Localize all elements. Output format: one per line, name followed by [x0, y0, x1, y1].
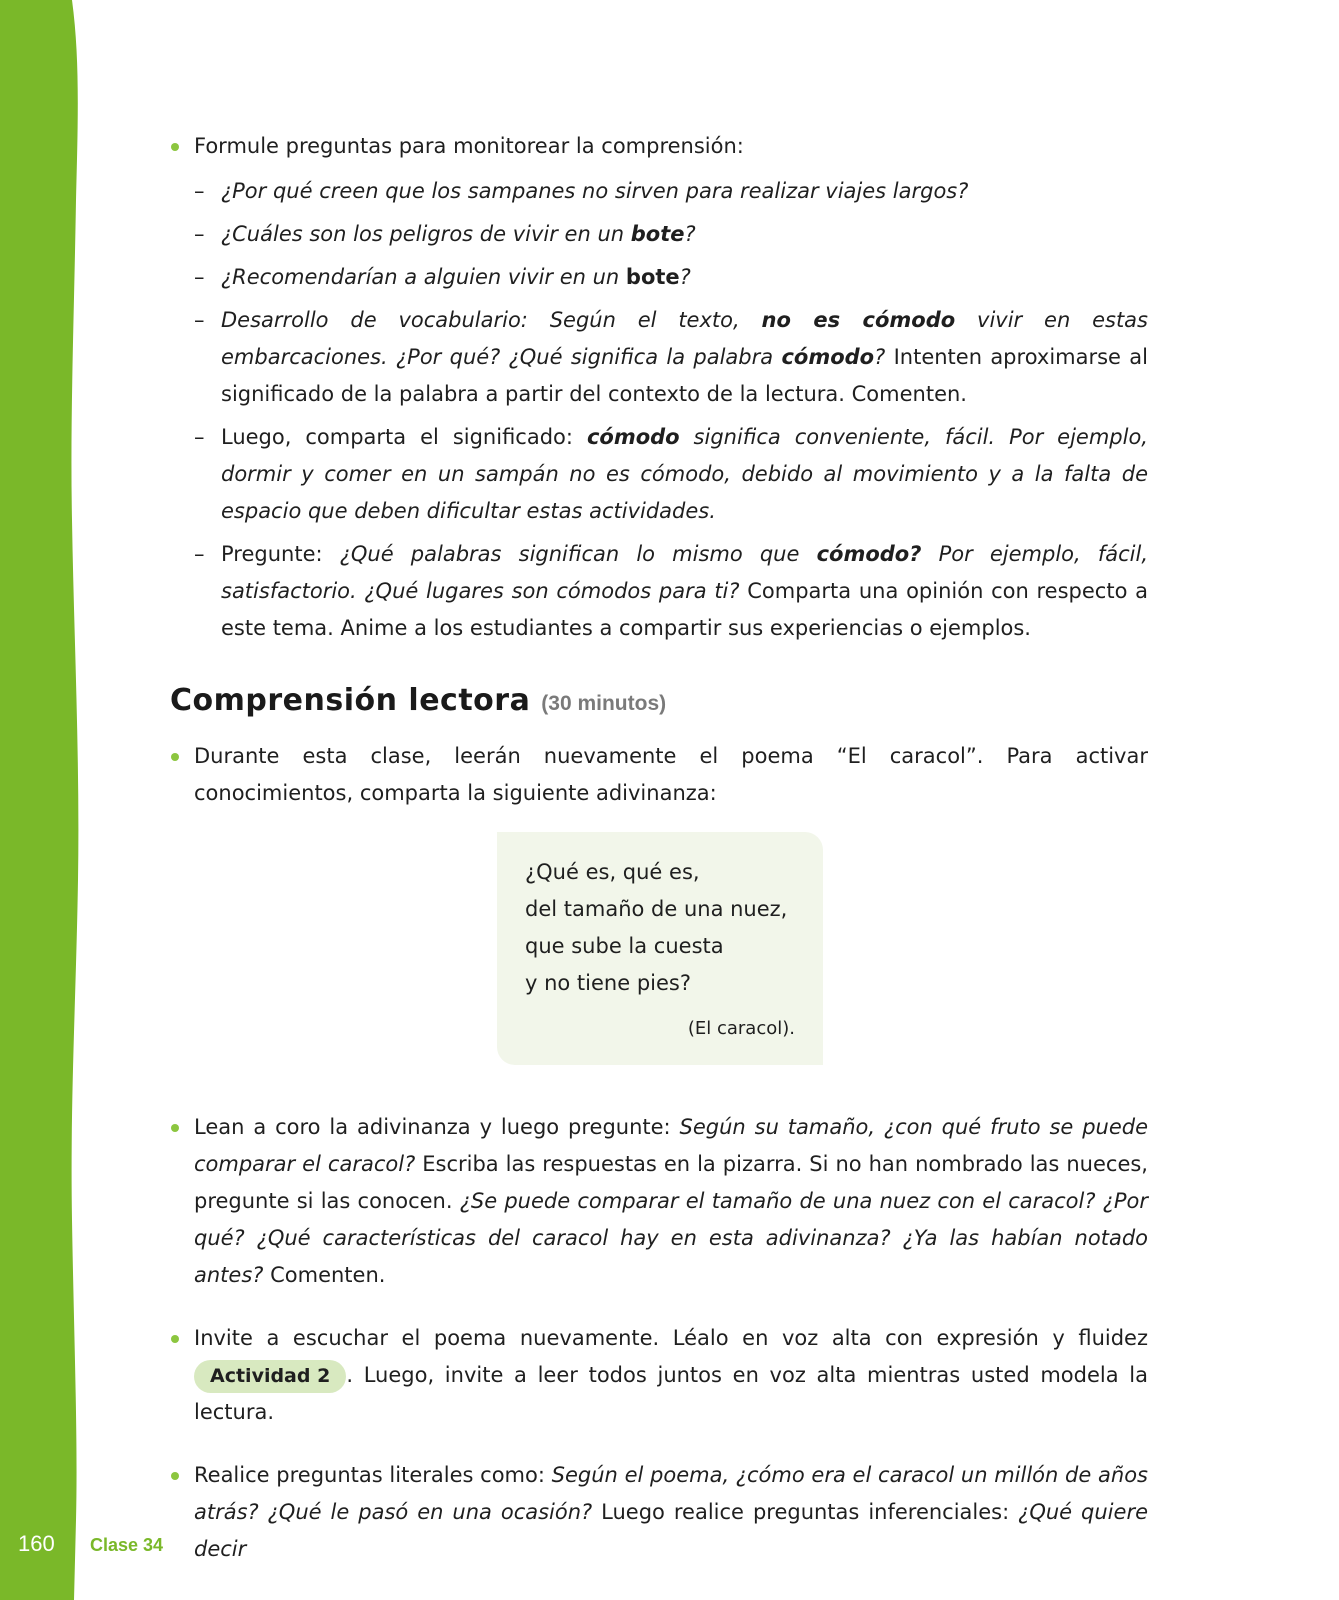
period: . [346, 1363, 354, 1387]
question-text: Según el poema, ¿cómo era el caracol un millón de años atrás? ¿Qué le pasó en una ocasión? [194, 1463, 1148, 1524]
bullet-text: Escriba las respuestas en la pizarra. Si no han nombrado las nueces, pregunte si las conocen. [194, 1152, 1148, 1213]
riddle-line: del tamaño de una nuez, [525, 897, 788, 921]
riddle-line: ¿Qué es, qué es, [525, 860, 700, 884]
question-text: ¿Qué palabras significan lo mismo que [339, 542, 817, 566]
bullet-text: Realice preguntas literales como: [194, 1463, 552, 1487]
riddle-line: que sube la cuesta [525, 934, 724, 958]
main-content [170, 128, 1148, 1568]
bullet-activate-knowledge [170, 738, 1148, 812]
bullet-text: Luego, invite a leer todos juntos en voz alta mientras usted modela la lectura. [194, 1363, 1148, 1424]
instruction-text: Comparta una opinión con respecto a este tema. Anime a los estudiantes a compartir sus experiencias o ejemplos. [221, 579, 1148, 640]
list-item [194, 536, 1148, 647]
section-heading [170, 681, 1148, 724]
instruction-text: Pregunte: [221, 542, 340, 566]
riddle-box [497, 832, 823, 1065]
bullet-text: Formule preguntas para monitorear la comprensión: [194, 134, 744, 158]
question-text: ¿Se puede comparar el tamaño de una nuez con el caracol? ¿Por qué? ¿Qué características del caracol hay en esta adivinanza? ¿Ya las habían notado antes? [194, 1189, 1149, 1287]
bold-word: bote [630, 222, 685, 246]
class-label: Clase 34 [90, 1535, 164, 1555]
section-title: Comprensión lectora [170, 683, 531, 718]
instruction-text: Intenten aproximarse al significado de la palabra a partir del contexto de la lectura. Comenten. [221, 345, 1148, 406]
list-item [194, 216, 1148, 253]
bold-word: cómodo? [816, 542, 922, 566]
question-text: ¿Cuáles son los peligros de vivir en un [221, 222, 631, 246]
question-text: ¿Por qué creen que los sampanes no sirven para realizar viajes largos? [221, 179, 969, 203]
list-item [194, 419, 1148, 530]
bold-word: no es cómodo [761, 308, 956, 332]
bullet-text: Lean a coro la adivinanza y luego pregunte: [194, 1115, 680, 1139]
definition-text: significa conveniente, fácil. Por ejemplo, dormir y comer en un sampán no es cómodo, debido al movimiento y a la falta de espacio que deben dificultar estas actividades. [221, 425, 1148, 523]
bullet-text: Invite a escuchar el poema nuevamente. Léalo en voz alta con expresión y fluidez [194, 1326, 1148, 1350]
question-text: Según su tamaño, ¿con qué fruto se puede comparar el caracol? [194, 1115, 1149, 1176]
section-duration: (30 minutos) [541, 692, 667, 715]
question-text: Desarrollo de vocabulario: Según el texto, [221, 308, 762, 332]
bold-word: cómodo [586, 425, 680, 449]
question-text: vivir en estas embarcaciones. ¿Por qué? ¿Qué significa la palabra [221, 308, 1148, 369]
bullet-text: Durante esta clase, leerán nuevamente el poema “El caracol”. Para activar conocimientos, comparta la siguiente adivinanza: [194, 744, 1148, 805]
question-mark: ? [684, 222, 696, 246]
bullet-monitor-questions [170, 128, 1148, 165]
list-item [194, 173, 1148, 210]
bold-word: cómodo [781, 345, 875, 369]
page-number: 160 [18, 1531, 55, 1556]
riddle-answer: (El caracol). [687, 1018, 795, 1039]
bullet-text: Comenten. [263, 1263, 386, 1287]
list-item [194, 302, 1148, 413]
bullet-literal-questions [170, 1457, 1148, 1568]
activity-badge: Actividad 2 [194, 1360, 346, 1393]
bullet-listen-poem [170, 1320, 1148, 1431]
list-item [194, 259, 1148, 296]
question-mark: ? [874, 345, 886, 369]
question-mark: ? [679, 265, 691, 289]
question-text: ¿Recomendarían a alguien vivir en un [221, 265, 626, 289]
bold-word: bote [625, 265, 680, 289]
instruction-text: Luego, comparta el significado: [221, 425, 587, 449]
question-text: Por ejemplo, fácil, satisfactorio. ¿Qué lugares son cómodos para ti? [221, 542, 1148, 603]
question-text: ¿Qué quiere decir [194, 1500, 1148, 1561]
riddle-line: y no tiene pies? [525, 971, 692, 995]
bullet-text: Luego realice preguntas inferenciales: [592, 1500, 1019, 1524]
question-list [170, 173, 1148, 647]
bullet-choral-reading [170, 1109, 1148, 1294]
side-green-band [0, 0, 90, 1600]
